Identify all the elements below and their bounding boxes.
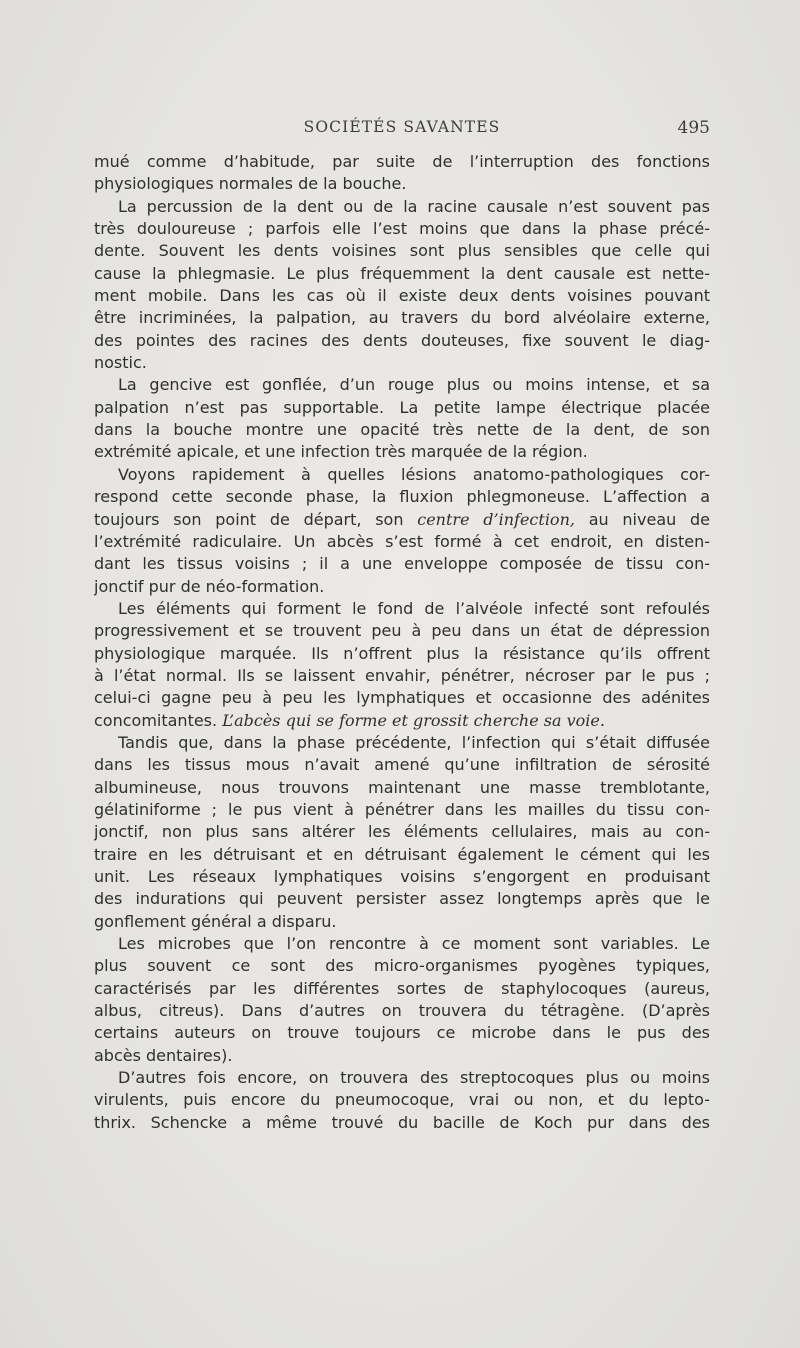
text-line: dente. Souvent les dents voisines sont plus sensibles que celle qui bbox=[94, 241, 710, 261]
text-line: traire en les détruisant et en détruisant également le cément qui les bbox=[94, 844, 710, 864]
text-line: dant les tissus voisins ; il a une enveloppe composée de tissu con- bbox=[94, 554, 710, 574]
italic-phrase: L’abcès qui se forme et grossit cherche sa voie. bbox=[222, 710, 605, 730]
text-line: extrémité apicale, et une infection très marquée de la région. bbox=[94, 442, 588, 462]
text-line: abcès dentaires). bbox=[94, 1045, 233, 1065]
italic-phrase: centre d’infection, bbox=[417, 509, 575, 529]
text-line: celui-ci gagne peu à peu les lymphatiques et occasionne des adénites bbox=[94, 688, 710, 708]
text-line: à l’état normal. Ils se laissent envahir, pénétrer, nécroser par le pus ; bbox=[94, 665, 710, 685]
text-line: La gencive est gonflée, d’un rouge plus ou moins intense, et sa bbox=[118, 375, 710, 395]
text-line: virulents, puis encore du pneumocoque, vrai ou non, et du lepto- bbox=[94, 1090, 710, 1110]
text-line: des indurations qui peuvent persister assez longtemps après que le bbox=[94, 889, 710, 909]
text-line: respond cette seconde phase, la fluxion phlegmoneuse. L’affection a bbox=[94, 487, 710, 507]
page-number: 495 bbox=[677, 118, 710, 138]
text-line: physiologiques normales de la bouche. bbox=[94, 174, 407, 194]
text-line: l’extrémité radiculaire. Un abcès s’est formé à cet endroit, en disten- bbox=[94, 531, 710, 551]
text-line: certains auteurs on trouve toujours ce microbe dans le pus des bbox=[94, 1023, 710, 1043]
text-line bbox=[94, 710, 710, 732]
text-line: unit. Les réseaux lymphatiques voisins s’engorgent en produisant bbox=[94, 867, 710, 886]
text-line: physiologique marquée. Ils n’offrent plus la résistance qu’ils offrent bbox=[94, 643, 710, 663]
text-line: mué comme d’habitude, par suite de l’interruption des fonctions bbox=[94, 152, 710, 171]
body-text bbox=[94, 151, 710, 1134]
text-line: nostic. bbox=[94, 353, 147, 373]
text-line: dans la bouche montre une opacité très nette de la dent, de son bbox=[94, 420, 710, 440]
text-line: dans les tissus mous n’avait amené qu’une infiltration de sérosité bbox=[94, 755, 710, 775]
text-line: Voyons rapidement à quelles lésions anatomo-pathologiques cor- bbox=[118, 464, 710, 484]
text-line: être incriminées, la palpation, au travers du bord alvéolaire externe, bbox=[94, 308, 710, 328]
page-header bbox=[94, 118, 710, 142]
text-line: ment mobile. Dans les cas où il existe deux dents voisines pouvant bbox=[94, 286, 710, 306]
text-segment: concomitantes. bbox=[94, 710, 223, 730]
text-line: Tandis que, dans la phase précédente, l’infection qui s’était diffusée bbox=[118, 732, 710, 752]
text-line: cause la phlegmasie. Le plus fréquemment la dent causale est nette- bbox=[94, 263, 710, 283]
text-line: gonflement général a disparu. bbox=[94, 911, 337, 931]
text-line: Les microbes que l’on rencontre à ce moment sont variables. Le bbox=[118, 934, 710, 954]
text-line: La percussion de la dent ou de la racine causale n’est souvent pas bbox=[118, 196, 710, 216]
text-line: plus souvent ce sont des micro-organismes pyogènes typiques, bbox=[94, 956, 710, 976]
text-segment: toujours son point de départ, son bbox=[94, 509, 418, 529]
text-line: des pointes des racines des dents douteuses, fixe souvent le diag- bbox=[94, 330, 710, 350]
text-line bbox=[94, 509, 710, 531]
text-line: Les éléments qui forment le fond de l’alvéole infecté sont refoulés bbox=[118, 598, 710, 618]
text-line: progressivement et se trouvent peu à peu dans un état de dépression bbox=[94, 621, 710, 641]
text-line: albus, citreus). Dans d’autres on trouvera du tétragène. (D’après bbox=[94, 1001, 710, 1021]
running-head: SOCIÉTÉS SAVANTES bbox=[303, 118, 501, 136]
text-segment: au niveau de bbox=[574, 509, 710, 529]
text-line: jonctif, non plus sans altérer les éléments cellulaires, mais au con- bbox=[94, 822, 710, 842]
text-line: palpation n’est pas supportable. La petite lampe électrique placée bbox=[94, 397, 710, 417]
text-line: jonctif pur de néo-formation. bbox=[94, 576, 325, 596]
text-line: D’autres fois encore, on trouvera des streptocoques plus ou moins bbox=[118, 1068, 710, 1088]
text-line: thrix. Schencke a même trouvé du bacille de Koch pur dans des bbox=[94, 1112, 710, 1132]
text-line: albumineuse, nous trouvons maintenant une masse tremblotante, bbox=[94, 777, 710, 797]
text-line: caractérisés par les différentes sortes de staphylocoques (aureus, bbox=[94, 978, 710, 998]
text-line: très douloureuse ; parfois elle l’est moins que dans la phase précé- bbox=[94, 219, 710, 239]
text-line: gélatiniforme ; le pus vient à pénétrer dans les mailles du tissu con- bbox=[94, 799, 710, 819]
